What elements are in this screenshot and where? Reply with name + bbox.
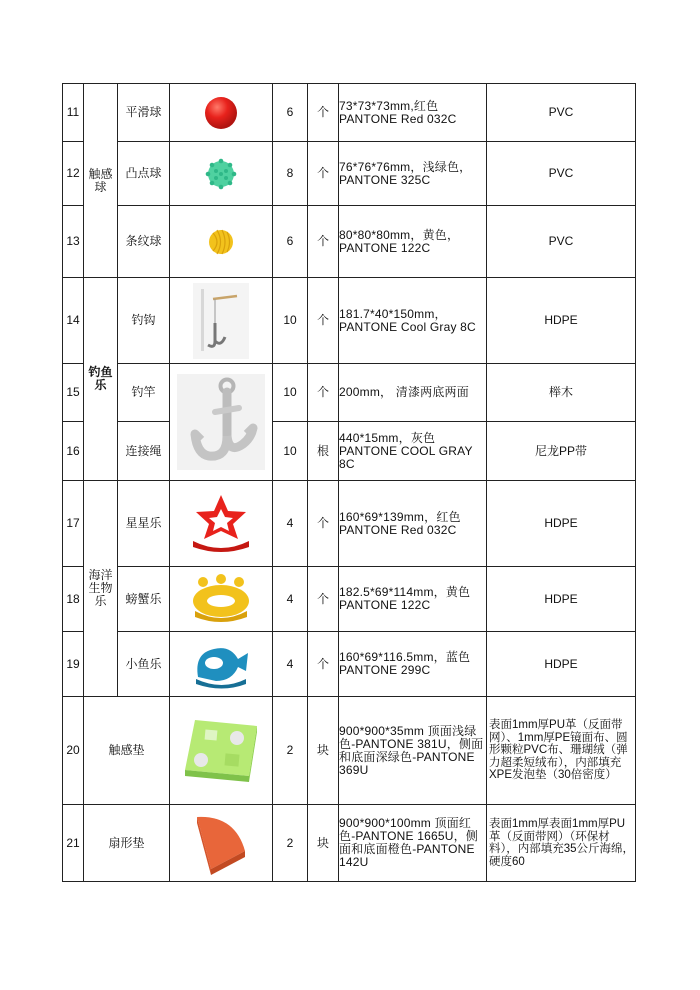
item-image bbox=[170, 206, 273, 278]
item-qty: 2 bbox=[273, 697, 308, 805]
item-image bbox=[170, 364, 273, 481]
item-name: 小鱼乐 bbox=[118, 632, 170, 697]
table-row bbox=[63, 697, 636, 805]
table-row bbox=[63, 84, 636, 142]
item-spec: 73*73*73mm,红色 PANTONE Red 032C bbox=[339, 84, 487, 142]
item-unit: 块 bbox=[308, 805, 339, 882]
item-qty: 6 bbox=[273, 84, 308, 142]
item-name: 螃蟹乐 bbox=[118, 567, 170, 632]
item-spec: 200mm， 清漆两底两面 bbox=[339, 364, 487, 422]
row-number: 14 bbox=[63, 278, 84, 364]
item-name: 触感垫 bbox=[84, 697, 170, 805]
table-row bbox=[63, 805, 636, 882]
product-spec-table bbox=[62, 83, 636, 882]
row-number: 19 bbox=[63, 632, 84, 697]
item-material: PVC bbox=[487, 206, 636, 278]
item-qty: 2 bbox=[273, 805, 308, 882]
item-material: 尼龙PP带 bbox=[487, 422, 636, 481]
anchor-hook-icon bbox=[177, 374, 265, 470]
table-row bbox=[63, 632, 636, 697]
item-unit: 个 bbox=[308, 142, 339, 206]
item-unit: 个 bbox=[308, 364, 339, 422]
item-spec: 80*80*80mm，黄色，PANTONE 122C bbox=[339, 206, 487, 278]
item-name: 条纹球 bbox=[118, 206, 170, 278]
item-qty: 10 bbox=[273, 364, 308, 422]
item-material: HDPE bbox=[487, 481, 636, 567]
item-qty: 10 bbox=[273, 278, 308, 364]
item-unit: 个 bbox=[308, 632, 339, 697]
item-qty: 4 bbox=[273, 567, 308, 632]
table-row bbox=[63, 278, 636, 364]
table-row bbox=[63, 142, 636, 206]
item-spec: 160*69*116.5mm，蓝色 PANTONE 299C bbox=[339, 632, 487, 697]
spiky-green-ball-icon bbox=[201, 154, 241, 194]
item-spec: 182.5*69*114mm，黄色 PANTONE 122C bbox=[339, 567, 487, 632]
item-unit: 个 bbox=[308, 567, 339, 632]
item-qty: 8 bbox=[273, 142, 308, 206]
row-number: 12 bbox=[63, 142, 84, 206]
row-number: 15 bbox=[63, 364, 84, 422]
item-image bbox=[170, 632, 273, 697]
item-qty: 4 bbox=[273, 481, 308, 567]
row-number: 16 bbox=[63, 422, 84, 481]
item-qty: 4 bbox=[273, 632, 308, 697]
item-image bbox=[170, 142, 273, 206]
table-row bbox=[63, 206, 636, 278]
item-material: 榉木 bbox=[487, 364, 636, 422]
table-row bbox=[63, 481, 636, 567]
row-number: 17 bbox=[63, 481, 84, 567]
item-name: 星星乐 bbox=[118, 481, 170, 567]
item-qty: 10 bbox=[273, 422, 308, 481]
category-touch-ball: 触感球 bbox=[84, 84, 118, 278]
tactile-mat-icon bbox=[179, 716, 263, 786]
item-image bbox=[170, 567, 273, 632]
item-material: HDPE bbox=[487, 632, 636, 697]
item-spec: 160*69*139mm，红色 PANTONE Red 032C bbox=[339, 481, 487, 567]
fishing-hook-rod-icon bbox=[193, 283, 249, 359]
item-name: 扇形垫 bbox=[84, 805, 170, 882]
item-name: 钓钩 bbox=[118, 278, 170, 364]
item-material: 表面1mm厚表面1mm厚PU革（反面带网）（环保材料），内部填充35公斤海绵，硬度60 bbox=[487, 805, 636, 882]
item-qty: 6 bbox=[273, 206, 308, 278]
item-material: HDPE bbox=[487, 567, 636, 632]
red-star-icon bbox=[185, 491, 257, 557]
item-material: PVC bbox=[487, 84, 636, 142]
row-number: 20 bbox=[63, 697, 84, 805]
red-ball-icon bbox=[201, 93, 241, 133]
item-spec: 181.7*40*150mm，PANTONE Cool Gray 8C bbox=[339, 278, 487, 364]
item-spec: 900*900*35mm 顶面浅绿色-PANTONE 381U，侧面和底面深绿色-PANTONE 369U bbox=[339, 697, 487, 805]
blue-fish-icon bbox=[188, 637, 254, 691]
fan-mat-icon bbox=[191, 811, 251, 875]
item-spec: 440*15mm，灰色 PANTONE COOL GRAY 8C bbox=[339, 422, 487, 481]
item-name: 钓竿 bbox=[118, 364, 170, 422]
item-unit: 个 bbox=[308, 481, 339, 567]
row-number: 13 bbox=[63, 206, 84, 278]
item-name: 连接绳 bbox=[118, 422, 170, 481]
item-unit: 根 bbox=[308, 422, 339, 481]
item-name: 平滑球 bbox=[118, 84, 170, 142]
item-image bbox=[170, 805, 273, 882]
row-number: 21 bbox=[63, 805, 84, 882]
striped-yellow-ball-icon bbox=[204, 225, 238, 259]
row-number: 11 bbox=[63, 84, 84, 142]
item-image bbox=[170, 697, 273, 805]
table-row bbox=[63, 422, 636, 481]
item-spec: 900*900*100mm 顶面红色-PANTONE 1665U，侧面和底面橙色-PANTONE 142U bbox=[339, 805, 487, 882]
item-name: 凸点球 bbox=[118, 142, 170, 206]
item-unit: 块 bbox=[308, 697, 339, 805]
category-sea-creatures: 海洋生物乐 bbox=[84, 481, 118, 697]
item-image bbox=[170, 84, 273, 142]
item-material: HDPE bbox=[487, 278, 636, 364]
item-spec: 76*76*76mm，浅绿色，PANTONE 325C bbox=[339, 142, 487, 206]
item-image bbox=[170, 481, 273, 567]
item-material: 表面1mm厚PU革（反面带网）、1mm厚PE镜面布、圆形颗粒PVC布、珊瑚绒（弹力超柔短绒布），内部填充XPE发泡垫（30倍密度） bbox=[487, 697, 636, 805]
category-fishing: 钓鱼乐 bbox=[84, 278, 118, 481]
item-unit: 个 bbox=[308, 278, 339, 364]
item-material: PVC bbox=[487, 142, 636, 206]
row-number: 18 bbox=[63, 567, 84, 632]
table-row bbox=[63, 567, 636, 632]
yellow-crab-icon bbox=[187, 573, 255, 625]
table-row bbox=[63, 364, 636, 422]
item-unit: 个 bbox=[308, 206, 339, 278]
item-image bbox=[170, 278, 273, 364]
item-unit: 个 bbox=[308, 84, 339, 142]
